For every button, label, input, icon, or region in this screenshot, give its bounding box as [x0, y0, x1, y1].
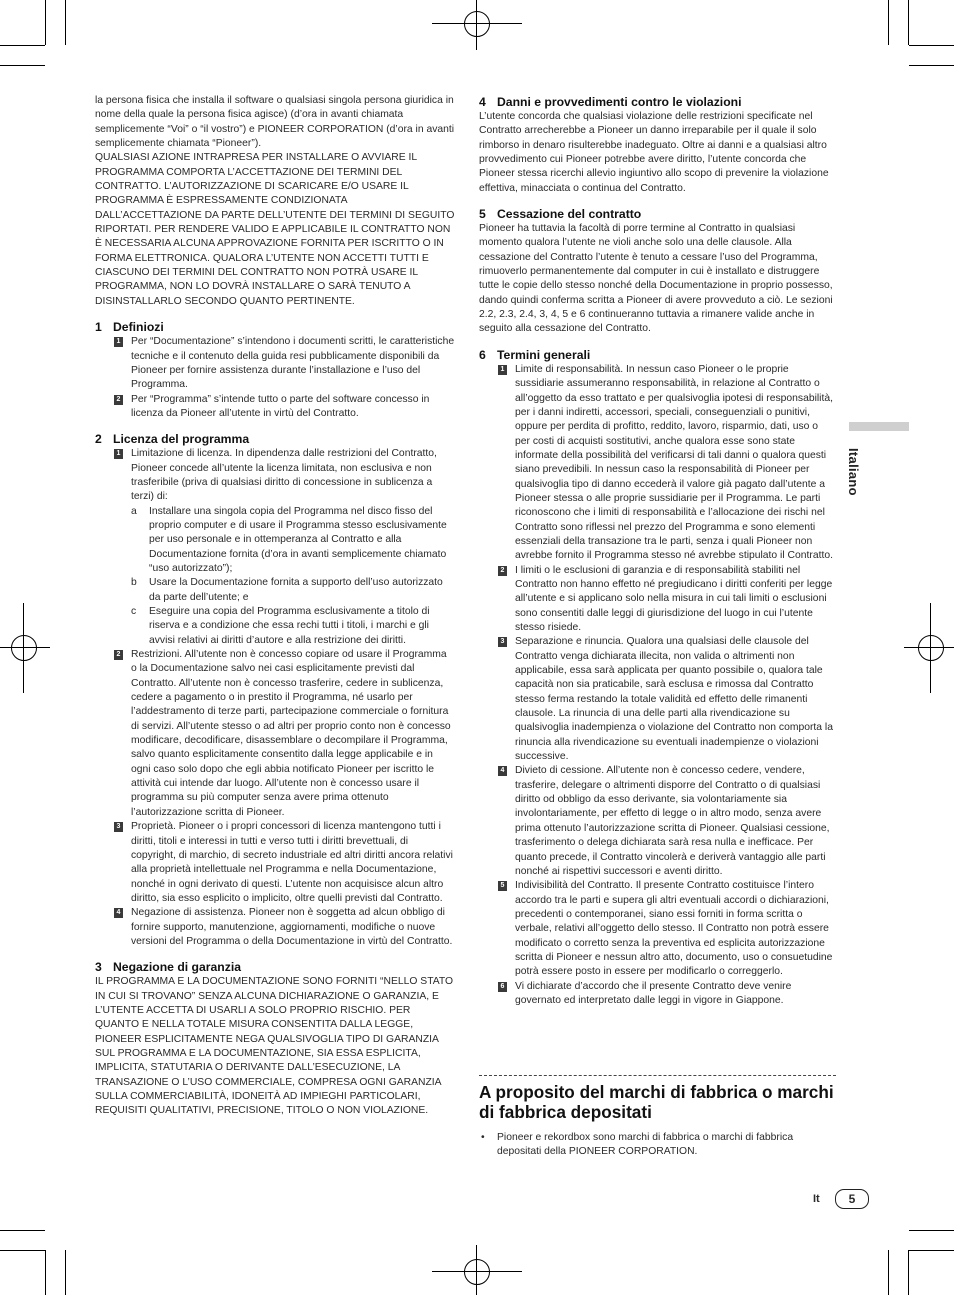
item-number-badge: 5 — [498, 881, 507, 891]
right-column — [479, 94, 835, 1008]
section-number: 2 — [95, 432, 102, 447]
crop-mark — [909, 65, 954, 66]
item-text: Per “Documentazione” s’intendono i documenti scritti, le caratteristiche tecniche e il contenuto della guida resi pubblicamente disponibili da Pioneer per fornire assistenza durante l’installazione e l’uso del Programma. — [131, 336, 455, 391]
item-text: I limiti o le esclusioni di garanzia e di responsabilità stabiliti nel Contratto non hanno effetto né pregiudicano i diritti conferiti per legge all’utente e si applicano solo nella misura in cui tali limiti o esclusioni sono consentiti dalle leggi di giurisdizione del luogo in cui l’utente stesso risiede. — [515, 564, 833, 633]
section-title: Termini generali — [497, 347, 591, 362]
section-body: L’utente concorda che qualsiasi violazione delle restrizioni specificate nel Contratto arrecherebbe a Pioneer un danno irreparabile per il quale il solo rimborso in denaro risulterebbe inadeguato. Oltre ai danni e a qualsiasi altro provvedimento cui Pioneer potrebbe avere diritto, l’utente concorda che Pioneer stessa ricerchi allevio ingiuntivo allo scopo di prevenire la violazione effettiva, minacciata o continua del Contratto. — [479, 111, 829, 194]
section-heading — [95, 431, 455, 447]
item-text: Indivisibilità del Contratto. Il presente Contratto costituisce l’intero accordo tra le parti e supera gli altri eventuali accordi o dichiarazioni, precedenti o contemporanei, siano essi forniti in forma scritta o verbale, relativi all’oggetto dello stesso. Il Contratto non potrà essere modificato o corretto senza la preventiva ed esplicita autorizzazione scritta di Pioneer e nessun altro atto, documento, uso o consuetudine potrà essere posto in essere per modificarlo o correggerlo. — [515, 880, 833, 978]
registration-circle — [464, 1259, 490, 1285]
page-number: 5 — [835, 1189, 869, 1209]
section-number: 1 — [95, 320, 102, 335]
sub-list-item — [95, 505, 455, 577]
sub-text: Eseguire una copia del Programma esclusivamente a titolo di riserva e a condizione che essa rechi tutti i titoli, i marchi e gli avvisi relativi ai diritti d’autore e alla restrizione dei diritti. — [149, 606, 430, 646]
crop-mark — [0, 65, 45, 66]
item-text: Divieto di cessione. All’utente non è concesso cedere, vendere, trasferire, delegare o altrimenti disporre del Contratto o di qualsiasi diritto od obbligo da esso derivante, sia volontariamente sia involontariamente, per effetto di legge o in altro modo, senza avere prima ottenuto l’autorizzazione scritta di Pioneer. Qualsiasi cessione, trasferimento o delega dichiarata sarà resa nulla e inefficace. Per quanto precede, il Contratto vincolerà e deriverà vantaggio alle parti nonché ai rispettivi successori e aventi diritto. — [515, 765, 830, 877]
crop-mark — [909, 45, 954, 46]
item-number-badge: 2 — [114, 650, 123, 660]
section-number: 6 — [479, 347, 486, 362]
section-number: 5 — [479, 207, 486, 222]
crop-mark — [65, 0, 66, 45]
section-body: Pioneer ha tuttavia la facoltà di porre termine al Contratto in qualsiasi momento qualora l’utente ne violi anche solo una delle clausole. Alla cessazione del Contratto l’utente è tenuto a cessare l’uso del Programma, rimuoverlo permanentemente dal computer in cui è installato e distruggere tutte le copie dello stesso nonché della Documentazione in proprio possesso, dando quindi conferma scritta a Pioneer di avere provveduto a ciò. Le sezioni 2.2, 2.3, 2.4, 3, 4, 5 e 6 continueranno tuttavia a rimanere valide anche in seguito alla cessazione del Contratto. — [479, 223, 833, 335]
crop-mark — [909, 1250, 954, 1251]
crop-mark — [0, 45, 45, 46]
registration-circle — [918, 635, 944, 661]
section-title: Cessazione del contratto — [497, 207, 642, 222]
item-number-badge: 4 — [114, 908, 123, 918]
registration-circle — [11, 635, 37, 661]
registration-circle — [464, 11, 490, 37]
intro-caps-paragraph: QUALSIASI AZIONE INTRAPRESA PER INSTALLARE O AVVIARE IL PROGRAMMA COMPORTA L’ACCETTAZIONE DEI TERMINI DEL CONTRATTO. L’AUTORIZZAZIONE DI SCARICARE E/O USARE IL PROGRAMMA È ESPRESSAMENTE CONDIZIONATA DALL’ACCETTAZIONE DA PARTE DELL’UTENTE DEI TERMINI DI SEGUITO RIPORTATI. PER RENDERE VALIDO E APPLICABILE IL CONTRATTO NON È NECESSARIA ALCUNA APPROVAZIONE FORNITA PER ISCRITTO O IN FORMA ELETTRONICA. QUALORA L’UTENTE NON ACCETTI TUTTI E CIASCUNO DEI TERMINI DEL CONTRATTO NON POTRÀ USARE IL PROGRAMMA, NON LO DOVRÀ INSTALLARE O SARÀ TENUTO A DISINSTALLARLO SECONDO QUANTO PERTINENTE. — [95, 152, 455, 307]
trademark-bullet — [479, 1131, 835, 1160]
section-heading — [479, 206, 835, 222]
item-number-badge: 6 — [498, 982, 507, 992]
list-item — [95, 335, 455, 392]
item-text: Separazione e rinuncia. Qualora una qualsiasi delle clausole del Contratto venga dichiarata illecita, non valida o altrimenti non applicabile, essa sarà applicata per quanto possibile o, qualora tale capacità non sia praticabile, sarà esclusa e rimossa dal Contratto stesso ferma restando la totale validità ed effetto delle rimanenti clausole. La rinuncia di una delle parti alla rivendicazione su qualsivoglia inadempienza o violazione del Contratto non comporta la rinuncia alla rivendicazione su eventuali inadempienze o violazioni successive. — [515, 636, 833, 763]
language-tab-label: Italiano — [846, 448, 861, 496]
intro-paragraph: la persona fisica che installa il software o qualsiasi singola persona giuridica in nome della quale la persona fisica agisce) (d’ora in avanti chiamata semplicemente “Voi” o “il vostro”) e PIONEER CORPORATION (d’ora in avanti semplicemente chiamata “Pioneer”). — [95, 95, 455, 150]
crop-mark — [888, 0, 889, 45]
sub-list-item — [95, 576, 455, 605]
item-text: Limitazione di licenza. In dipendenza dalle restrizioni del Contratto, Pioneer concede all’utente la licenza limitata, non esclusiva e non trasferibile (priva di qualsiasi diritto di concessione in sublicenza a terzi) di: — [131, 448, 437, 503]
list-item — [95, 906, 455, 949]
list-item — [479, 879, 835, 979]
sub-letter: b — [131, 577, 137, 589]
list-item — [479, 764, 835, 879]
crop-mark — [45, 0, 46, 45]
item-text: Vi dichiarate d’accordo che il presente Contratto deve venire governato ed interpretato dalle leggi in vigore in Giappone. — [515, 980, 792, 1006]
item-text: Restrizioni. All’utente non è concesso copiare od usare il Programma o la Documentazione salvo nei casi esplicitamente previsti dal Contratto. All’utente non è concesso trasferire, cedere in sublicenza, cedere a pagamento o in prestito il Programma, né usarlo per l’addestramento di terze parti, partecipazione commerciale o fornitura di servizi. All’utente stesso o ad altri per proprio conto non è concesso modificare, decodificare, disassemblare o decompilare il Programma, salvo quanto esplicitamente consentito dalla legge applicabile e in ogni caso solo dopo che egli abbia notificato Pioneer per iscritto le attività cui intende dar luogo. All’utente non è concesso usare il programma su più computer senza avere prima ottenuto l’autorizzazione scritta di Pioneer. — [131, 649, 451, 818]
list-item — [95, 648, 455, 820]
list-item — [95, 820, 455, 906]
section-heading — [479, 347, 835, 363]
list-item — [479, 363, 835, 564]
crop-mark — [0, 1230, 45, 1231]
section-title: Negazione di garanzia — [113, 960, 241, 975]
section-heading — [95, 959, 455, 975]
list-item — [95, 447, 455, 504]
trademark-heading: A proposito del marchi di fabbrica o marchi di fabbrica depositati — [479, 1082, 834, 1122]
item-number-badge: 3 — [498, 637, 507, 647]
crop-mark — [908, 1250, 909, 1295]
item-number-badge: 1 — [498, 365, 507, 375]
list-item — [479, 635, 835, 764]
crop-mark — [45, 1250, 46, 1295]
item-number-badge: 2 — [114, 395, 123, 405]
bullet-dot: • — [481, 1132, 485, 1143]
item-text: Proprietà. Pioneer o i propri concessori di licenza mantengono tutti i diritti, titoli e interessi in tutti e verso tutti i diritti brevettuali, di copyright, di marchio, di secreto industriale ed altri diritti ancora relativi alla proprietà intellettuale nel Programma e nella Documentazione, nonché in ogni derivato di questi. L’utente non acquisisce alcun altro diritto, sia esso esplicito o implicito, oltre quelli previsti dal Contratto. — [131, 821, 453, 904]
section-number: 4 — [479, 95, 486, 109]
crop-mark — [65, 1250, 66, 1295]
item-number-badge: 3 — [114, 822, 123, 832]
sub-text: Installare una singola copia del Programma nel disco fisso del proprio computer e di usare il Programma stesso esclusivamente per uso personale e in ottemperanza al Contratto e alla Documentazione fornita (d’ora in avanti semplicemente chiamato “uso autorizzato”); — [149, 505, 447, 574]
item-text: Negazione di assistenza. Pioneer non è soggetta ad alcun obbligo di fornire supporto, manutenzione, aggiornamenti, modifiche o nuove versioni del Programma o della Documentazione in virtù del Contratto. — [131, 907, 453, 947]
section-heading — [95, 319, 455, 335]
sub-text: Usare la Documentazione fornita a supporto dell’uso autorizzato da parte dell’utente; e — [149, 577, 443, 603]
bullet-text: Pioneer e rekordbox sono marchi di fabbrica o marchi di fabbrica depositati della PIONEER CORPORATION. — [497, 1132, 794, 1158]
crop-mark — [888, 1250, 889, 1295]
list-item — [95, 393, 455, 422]
section-title: Danni e provvedimenti contro le violazioni — [497, 95, 742, 109]
section-heading — [479, 94, 835, 110]
sub-letter: c — [131, 606, 137, 617]
left-column — [95, 94, 455, 1119]
sub-letter: a — [131, 505, 137, 517]
crop-mark — [909, 1230, 954, 1231]
item-number-badge: 1 — [114, 449, 123, 459]
list-item — [479, 980, 835, 1009]
sub-list-item — [95, 605, 455, 648]
dashed-divider — [479, 1075, 836, 1076]
item-text: Per “Programma” s’intende tutto o parte del software concesso in licenza da Pioneer all’utente in virtù del Contratto. — [131, 393, 430, 419]
section-title: Definiozi — [113, 320, 164, 335]
footer-language-code: It — [813, 1193, 820, 1205]
list-item — [479, 564, 835, 636]
section-body: IL PROGRAMMA E LA DOCUMENTAZIONE SONO FORNITI “NELLO STATO IN CUI SI TROVANO” SENZA ALCUNA DICHIARAZIONE O GARANZIA, E L’UTENTE ACCETTA DI USARLI A SOLO PROPRIO RISCHIO. PER QUANTO E NELLA TOTALE MISURA CONSENTITA DALLA LEGGE, PIONEER ESPLICITAMENTE NEGA QUALSIVOGLIA TIPO DI GARANZIA SUL PROGRAMMA E LA DOCUMENTAZIONE, SIA ESSA ESPLICITA, IMPLICITA, STATUTARIA O DERIVANTE DALL’ESECUZIONE, LA TRANSAZIONE O L’USO COMMERCIALE, COMPRESA OGNI GARANZIA SULLA COMMERCIABILITÀ, IDONEITÀ AD IMPIEGHI PARTICOLARI, REQUISITI QUALITATIVI, PRECISIONE, TITOLO O NON VIOLAZIONE. — [95, 976, 454, 1117]
item-number-badge: 2 — [498, 566, 507, 576]
language-tab-bar — [849, 422, 909, 431]
section-number: 3 — [95, 960, 102, 975]
item-text: Limite di responsabilità. In nessun caso Pioneer o le proprie sussidiarie assumeranno responsabilità, in relazione al Contratto o all’oggetto da esso trattato e per qualsivoglia ipotesi di responsabilità, per i danni indiretti, accessori, speciali, conseguenziali o punitivi, oppure per perdita di profitto, reddito, lavoro, risparmio, dati, uso o per costi di acquisti sostitutivi, anche qualora esse sono state informate della possibilità del verificarsi di tali danni o qualora questi siano prevedibili. In nessun caso la responsabilità di Pioneer per qualsivoglia tipo di danno eccederà il valore già pagato dall’utente a Pioneer stessa o alle proprie sussidiarie per il Programma. Le parti riconoscono che i limiti di responsabilità e l’allocazione dei rischi nel Contratto sono riflessi nel prezzo del Programma e sono elementi essenziali della transazione tra le parti, senza i quali Pioneer non avrebbe fornito il Programma stesso né avrebbe stipulato il Contratto. — [515, 363, 833, 562]
item-number-badge: 1 — [114, 337, 123, 347]
section-title: Licenza del programma — [113, 432, 250, 447]
item-number-badge: 4 — [498, 766, 507, 776]
crop-mark — [0, 1250, 45, 1251]
crop-mark — [908, 0, 909, 45]
